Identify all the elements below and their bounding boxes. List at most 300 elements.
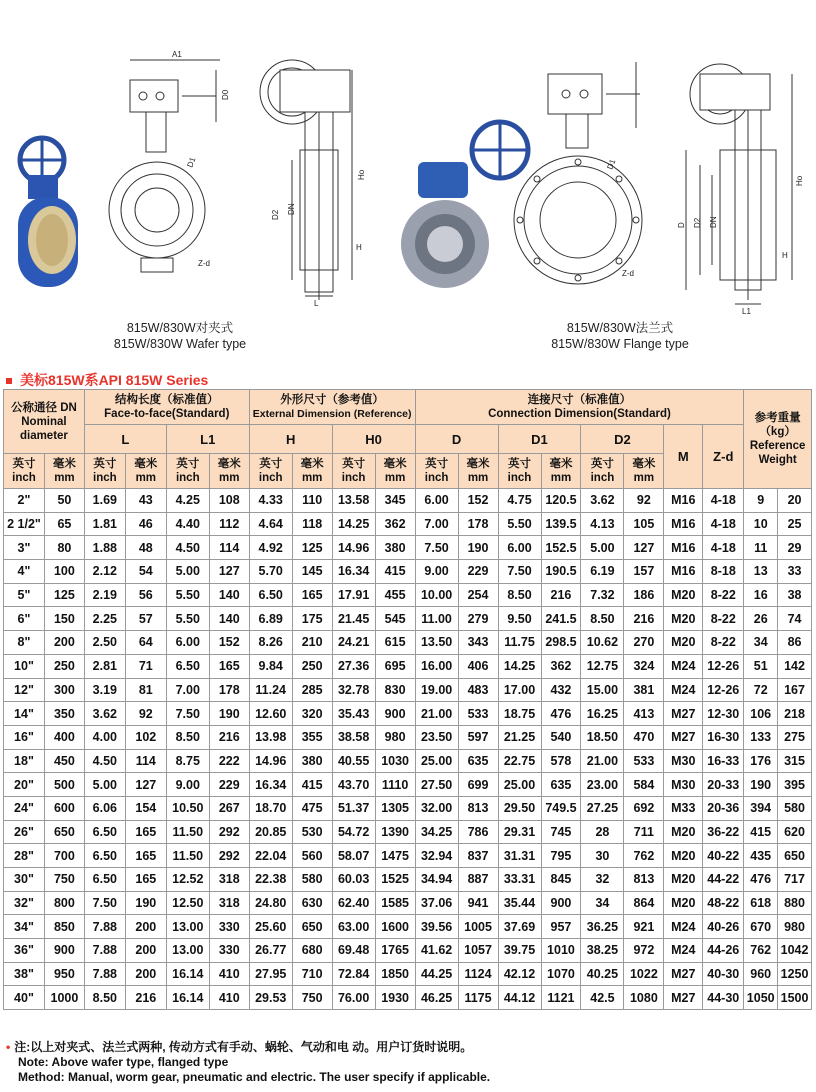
table-cell: 72 — [744, 678, 778, 702]
table-cell: 190 — [209, 702, 249, 726]
table-cell: 175 — [292, 607, 332, 631]
table-cell: 8" — [4, 631, 45, 655]
table-cell: 76.00 — [332, 986, 375, 1010]
notes — [6, 1040, 490, 1085]
wafer-caption-en: 815W/830W Wafer type — [113, 337, 247, 351]
table-cell: 580 — [292, 868, 332, 892]
table-cell: 16-33 — [703, 749, 744, 773]
table-cell: 229 — [458, 560, 498, 584]
svg-text:D2: D2 — [693, 217, 702, 228]
table-cell: M16 — [664, 489, 703, 513]
table-cell: 65 — [44, 512, 84, 536]
header-M: M — [664, 425, 703, 489]
unit-header-inch — [166, 454, 209, 489]
table-cell: 254 — [458, 583, 498, 607]
table-cell: 36-22 — [703, 820, 744, 844]
table-cell: 32.94 — [415, 844, 458, 868]
table-cell: 1110 — [375, 773, 415, 797]
table-cell: 57 — [125, 607, 166, 631]
table-cell: 4.50 — [166, 536, 209, 560]
table-cell: 10.62 — [581, 631, 624, 655]
table-cell: 241.5 — [541, 607, 581, 631]
table-cell: 140 — [209, 583, 249, 607]
table-row — [4, 631, 812, 655]
table-cell: 1121 — [541, 986, 581, 1010]
table-cell: 6.50 — [249, 583, 292, 607]
table-cell: 578 — [541, 749, 581, 773]
unit-header-mm-en: mm — [54, 472, 75, 484]
table-cell: 165 — [125, 820, 166, 844]
table-cell: 8.50 — [166, 725, 209, 749]
table-cell: 24.21 — [332, 631, 375, 655]
table-cell: 13.00 — [166, 915, 209, 939]
svg-text:Z-d: Z-d — [198, 259, 210, 268]
table-cell: M20 — [664, 891, 703, 915]
table-cell: 800 — [44, 891, 84, 915]
table-cell: 6.89 — [249, 607, 292, 631]
table-cell: 1500 — [778, 986, 812, 1010]
table-cell: 26" — [4, 820, 45, 844]
svg-text:D1: D1 — [605, 157, 618, 171]
wafer-side-drawing — [260, 60, 366, 308]
table-cell: 2" — [4, 489, 45, 513]
unit-header-inch — [415, 454, 458, 489]
table-cell: 1850 — [375, 962, 415, 986]
table-cell: 615 — [375, 631, 415, 655]
table-cell: M16 — [664, 536, 703, 560]
table-cell: 133 — [744, 725, 778, 749]
header-dn-en1: Nominal — [21, 415, 67, 428]
table-cell: 470 — [624, 725, 664, 749]
table-row — [4, 796, 812, 820]
table-cell: 74 — [778, 607, 812, 631]
table-cell: 20-33 — [703, 773, 744, 797]
unit-header-mm — [541, 454, 581, 489]
table-cell: 4-18 — [703, 536, 744, 560]
table-cell: 22.38 — [249, 868, 292, 892]
table-cell: 30 — [581, 844, 624, 868]
table-cell: 56 — [125, 583, 166, 607]
table-cell: 3.62 — [581, 489, 624, 513]
table-cell: 16.14 — [166, 962, 209, 986]
table-cell: 21.00 — [581, 749, 624, 773]
table-cell: M27 — [664, 986, 703, 1010]
table-cell: 279 — [458, 607, 498, 631]
table-cell: 650 — [292, 915, 332, 939]
table-cell: 21.25 — [498, 725, 541, 749]
table-cell: 190 — [458, 536, 498, 560]
table-cell: 12-30 — [703, 702, 744, 726]
table-cell: 34.25 — [415, 820, 458, 844]
table-cell: 13.58 — [332, 489, 375, 513]
table-cell: M20 — [664, 583, 703, 607]
unit-header-inch-en: inch — [93, 472, 117, 484]
table-cell: 28 — [581, 820, 624, 844]
table-cell: 6" — [4, 607, 45, 631]
table-cell: 12" — [4, 678, 45, 702]
table-cell: 22.04 — [249, 844, 292, 868]
table-cell: 38 — [778, 583, 812, 607]
table-cell: 837 — [458, 844, 498, 868]
table-cell: 476 — [541, 702, 581, 726]
table-cell: 46.25 — [415, 986, 458, 1010]
table-cell: 142 — [778, 654, 812, 678]
table-cell: 40-30 — [703, 962, 744, 986]
table-cell: 813 — [624, 868, 664, 892]
table-cell: 292 — [209, 820, 249, 844]
table-cell: 380 — [292, 749, 332, 773]
svg-text:L: L — [314, 299, 319, 308]
unit-header-inch-en: inch — [175, 472, 200, 484]
table-cell: M20 — [664, 607, 703, 631]
table-cell: 5.70 — [249, 560, 292, 584]
table-cell: 630 — [292, 891, 332, 915]
note-en1: Note: Above wafer type, flanged type — [18, 1055, 229, 1069]
header-ext-zh: 外形尺寸（参考值） — [280, 394, 384, 406]
table-cell: 71 — [125, 654, 166, 678]
table-cell: 350 — [44, 702, 84, 726]
unit-header-mm-en: mm — [467, 472, 489, 484]
table-cell: 216 — [125, 986, 166, 1010]
table-cell: 26 — [744, 607, 778, 631]
table-cell: 980 — [778, 915, 812, 939]
unit-header-mm-en: mm — [550, 472, 572, 484]
header-weight-unit: （kg） — [759, 426, 796, 438]
table-cell: 34 — [581, 891, 624, 915]
svg-text:H: H — [782, 251, 788, 260]
table-cell: 29.31 — [498, 820, 541, 844]
table-cell: 222 — [209, 749, 249, 773]
table-cell: 695 — [375, 654, 415, 678]
table-cell: 6.00 — [498, 536, 541, 560]
unit-header-mm — [375, 454, 415, 489]
table-cell: 10" — [4, 654, 45, 678]
table-cell: 455 — [375, 583, 415, 607]
table-cell: 1057 — [458, 939, 498, 963]
table-cell: 9.00 — [415, 560, 458, 584]
table-cell: 92 — [125, 702, 166, 726]
table-cell: M27 — [664, 702, 703, 726]
table-row — [4, 678, 812, 702]
table-cell: 1124 — [458, 962, 498, 986]
table-cell: 4-18 — [703, 512, 744, 536]
table-cell: 27.25 — [581, 796, 624, 820]
table-cell: 216 — [624, 607, 664, 631]
table-cell: 380 — [375, 536, 415, 560]
table-cell: 4.40 — [166, 512, 209, 536]
table-cell: 7.88 — [84, 962, 125, 986]
table-row — [4, 583, 812, 607]
unit-header-mm-zh: 毫米 — [300, 458, 324, 470]
table-cell: 12.75 — [581, 654, 624, 678]
table-cell: 44.25 — [415, 962, 458, 986]
flange-side-drawing — [677, 64, 804, 316]
table-cell: 165 — [125, 844, 166, 868]
table-cell: 21.45 — [332, 607, 375, 631]
table-cell: 32.78 — [332, 678, 375, 702]
table-cell: 7.50 — [84, 891, 125, 915]
table-cell: 178 — [458, 512, 498, 536]
table-cell: 7.32 — [581, 583, 624, 607]
table-cell: 14.25 — [332, 512, 375, 536]
table-cell: 6.06 — [84, 796, 125, 820]
header-ext-en: External Dimension (Reference) — [252, 408, 412, 420]
table-cell: 32 — [581, 868, 624, 892]
table-cell: 1305 — [375, 796, 415, 820]
table-cell: 699 — [458, 773, 498, 797]
unit-header-inch-en: inch — [424, 472, 449, 484]
table-cell: 5.50 — [166, 583, 209, 607]
table-cell: 200 — [44, 631, 84, 655]
table-cell: 850 — [44, 915, 84, 939]
table-cell: 18.50 — [581, 725, 624, 749]
table-cell: 8.26 — [249, 631, 292, 655]
unit-header-mm-en: mm — [135, 472, 157, 484]
table-cell: 16.00 — [415, 654, 458, 678]
table-cell: 533 — [458, 702, 498, 726]
table-cell: 900 — [375, 702, 415, 726]
unit-header-inch-zh: 英寸 — [508, 458, 531, 470]
table-cell: 16.34 — [332, 560, 375, 584]
table-cell: 435 — [744, 844, 778, 868]
unit-header-inch-zh: 英寸 — [12, 458, 36, 470]
table-cell: 795 — [541, 844, 581, 868]
table-cell: 6.50 — [84, 844, 125, 868]
table-cell: 415 — [375, 560, 415, 584]
table-cell: 580 — [778, 796, 812, 820]
table-cell: 40-26 — [703, 915, 744, 939]
table-cell: 19.00 — [415, 678, 458, 702]
table-cell: 680 — [292, 939, 332, 963]
table-cell: 11 — [744, 536, 778, 560]
table-cell: 62.40 — [332, 891, 375, 915]
table-row — [4, 844, 812, 868]
svg-text:L1: L1 — [742, 307, 751, 316]
table-cell: 120.5 — [541, 489, 581, 513]
table-cell: 127 — [624, 536, 664, 560]
header-D1: D1 — [498, 425, 581, 454]
table-cell: 186 — [624, 583, 664, 607]
valve-drawings — [0, 0, 816, 362]
header-weight — [744, 390, 812, 489]
table-cell: 315 — [778, 749, 812, 773]
table-cell: 14.25 — [498, 654, 541, 678]
table-cell: 5.00 — [84, 773, 125, 797]
table-cell: 200 — [125, 939, 166, 963]
table-cell: 125 — [292, 536, 332, 560]
series-title — [6, 370, 208, 390]
table-cell: 152 — [209, 631, 249, 655]
table-cell: 275 — [778, 725, 812, 749]
table-cell: 7.88 — [84, 939, 125, 963]
unit-header-inch-zh: 英寸 — [342, 458, 366, 470]
table-cell: M24 — [664, 939, 703, 963]
table-cell: 1000 — [44, 986, 84, 1010]
table-cell: 545 — [375, 607, 415, 631]
table-cell: 6.19 — [581, 560, 624, 584]
unit-header-mm-en: mm — [301, 472, 323, 484]
table-cell: 318 — [209, 868, 249, 892]
table-cell: M24 — [664, 654, 703, 678]
table-cell: 16" — [4, 725, 45, 749]
flange-caption-en: 815W/830W Flange type — [551, 337, 689, 351]
table-cell: M16 — [664, 512, 703, 536]
table-cell: 145 — [292, 560, 332, 584]
table-cell: 11.50 — [166, 820, 209, 844]
bullet-icon — [6, 378, 12, 384]
table-cell: 1.81 — [84, 512, 125, 536]
table-cell: 635 — [541, 773, 581, 797]
table-row — [4, 725, 812, 749]
table-cell: 33.31 — [498, 868, 541, 892]
table-row — [4, 773, 812, 797]
unit-header-mm-zh: 毫米 — [632, 458, 656, 470]
table-cell: 921 — [624, 915, 664, 939]
table-cell: M27 — [664, 962, 703, 986]
table-cell: 1080 — [624, 986, 664, 1010]
header-L: L — [84, 425, 166, 454]
series-title-text: 美标815W系API 815W Series — [20, 372, 209, 388]
table-cell: 118 — [292, 512, 332, 536]
table-cell: 1030 — [375, 749, 415, 773]
table-cell: 4-18 — [703, 489, 744, 513]
table-cell: 21.00 — [415, 702, 458, 726]
table-cell: 540 — [541, 725, 581, 749]
table-cell: 229 — [209, 773, 249, 797]
table-cell: 270 — [624, 631, 664, 655]
table-cell: 1042 — [778, 939, 812, 963]
header-L1: L1 — [166, 425, 249, 454]
table-cell: 5.00 — [166, 560, 209, 584]
table-cell: 650 — [44, 820, 84, 844]
flange-valve-photo — [401, 122, 528, 288]
table-cell: 14" — [4, 702, 45, 726]
table-cell: 30" — [4, 868, 45, 892]
table-cell: 980 — [375, 725, 415, 749]
unit-header-inch — [498, 454, 541, 489]
table-cell: 292 — [209, 844, 249, 868]
table-cell: 40.55 — [332, 749, 375, 773]
wafer-front-drawing — [109, 50, 230, 272]
table-cell: 7.00 — [415, 512, 458, 536]
header-H0: H0 — [332, 425, 415, 454]
unit-header-inch-en: inch — [590, 472, 615, 484]
table-cell: 8-22 — [703, 607, 744, 631]
table-cell: 8.75 — [166, 749, 209, 773]
table-cell: 58.07 — [332, 844, 375, 868]
table-cell: 1.69 — [84, 489, 125, 513]
table-cell: 320 — [292, 702, 332, 726]
table-cell: 18" — [4, 749, 45, 773]
table-cell: 4.50 — [84, 749, 125, 773]
header-ext — [249, 390, 415, 425]
table-cell: 39.75 — [498, 939, 541, 963]
table-cell: 13 — [744, 560, 778, 584]
table-cell: 400 — [44, 725, 84, 749]
svg-text:A1: A1 — [172, 50, 182, 59]
header-conn-en: Connection Dimension(Standard) — [488, 408, 671, 420]
table-cell: 26.77 — [249, 939, 292, 963]
table-cell: 44.12 — [498, 986, 541, 1010]
table-cell: 39.56 — [415, 915, 458, 939]
table-cell: 13.00 — [166, 939, 209, 963]
table-cell: 12.50 — [166, 891, 209, 915]
table-cell: 597 — [458, 725, 498, 749]
wafer-caption — [80, 320, 280, 352]
table-cell: 16.14 — [166, 986, 209, 1010]
table-cell: 140 — [209, 607, 249, 631]
svg-text:Ho: Ho — [795, 175, 804, 186]
table-cell: M20 — [664, 631, 703, 655]
table-cell: 10 — [744, 512, 778, 536]
table-cell: 8-18 — [703, 560, 744, 584]
table-cell: 813 — [458, 796, 498, 820]
table-cell: 16 — [744, 583, 778, 607]
header-H: H — [249, 425, 332, 454]
unit-header-mm — [209, 454, 249, 489]
table-cell: 11.00 — [415, 607, 458, 631]
table-cell: 18.70 — [249, 796, 292, 820]
table-cell: M20 — [664, 844, 703, 868]
table-cell: 450 — [44, 749, 84, 773]
table-cell: 36" — [4, 939, 45, 963]
table-cell: 63.00 — [332, 915, 375, 939]
table-cell: 670 — [744, 915, 778, 939]
table-cell: 17.00 — [498, 678, 541, 702]
table-cell: 7.50 — [166, 702, 209, 726]
table-cell: 15.00 — [581, 678, 624, 702]
unit-header-mm-zh: 毫米 — [383, 458, 407, 470]
table-cell: 750 — [292, 986, 332, 1010]
table-cell: 60.03 — [332, 868, 375, 892]
unit-header-mm-zh: 毫米 — [466, 458, 490, 470]
table-cell: 32.00 — [415, 796, 458, 820]
table-cell: 34 — [744, 631, 778, 655]
table-cell: 10.50 — [166, 796, 209, 820]
table-cell: 318 — [209, 891, 249, 915]
table-row — [4, 962, 812, 986]
table-cell: 125 — [44, 583, 84, 607]
unit-header-inch-zh: 英寸 — [425, 458, 449, 470]
unit-header-mm — [458, 454, 498, 489]
table-cell: 394 — [744, 796, 778, 820]
table-cell: 12-26 — [703, 654, 744, 678]
table-cell: 298.5 — [541, 631, 581, 655]
table-cell: 37.69 — [498, 915, 541, 939]
unit-header-mm-en: mm — [384, 472, 406, 484]
table-cell: 1050 — [744, 986, 778, 1010]
spec-table — [3, 389, 812, 1010]
table-cell: M24 — [664, 678, 703, 702]
header-D: D — [415, 425, 498, 454]
table-cell: 410 — [209, 986, 249, 1010]
svg-text:D0: D0 — [221, 89, 230, 100]
table-cell: 200 — [125, 915, 166, 939]
table-row — [4, 702, 812, 726]
header-conn-zh: 连接尺寸（标准值） — [527, 394, 632, 406]
table-cell: 745 — [541, 820, 581, 844]
unit-header-mm-zh: 毫米 — [52, 458, 76, 470]
table-cell: 11.50 — [166, 844, 209, 868]
table-cell: 38" — [4, 962, 45, 986]
table-cell: 80 — [44, 536, 84, 560]
header-weight-en1: Reference — [749, 440, 806, 452]
table-cell: 710 — [292, 962, 332, 986]
table-cell: 216 — [541, 583, 581, 607]
table-cell: 5" — [4, 583, 45, 607]
table-cell: 114 — [209, 536, 249, 560]
table-row — [4, 915, 812, 939]
